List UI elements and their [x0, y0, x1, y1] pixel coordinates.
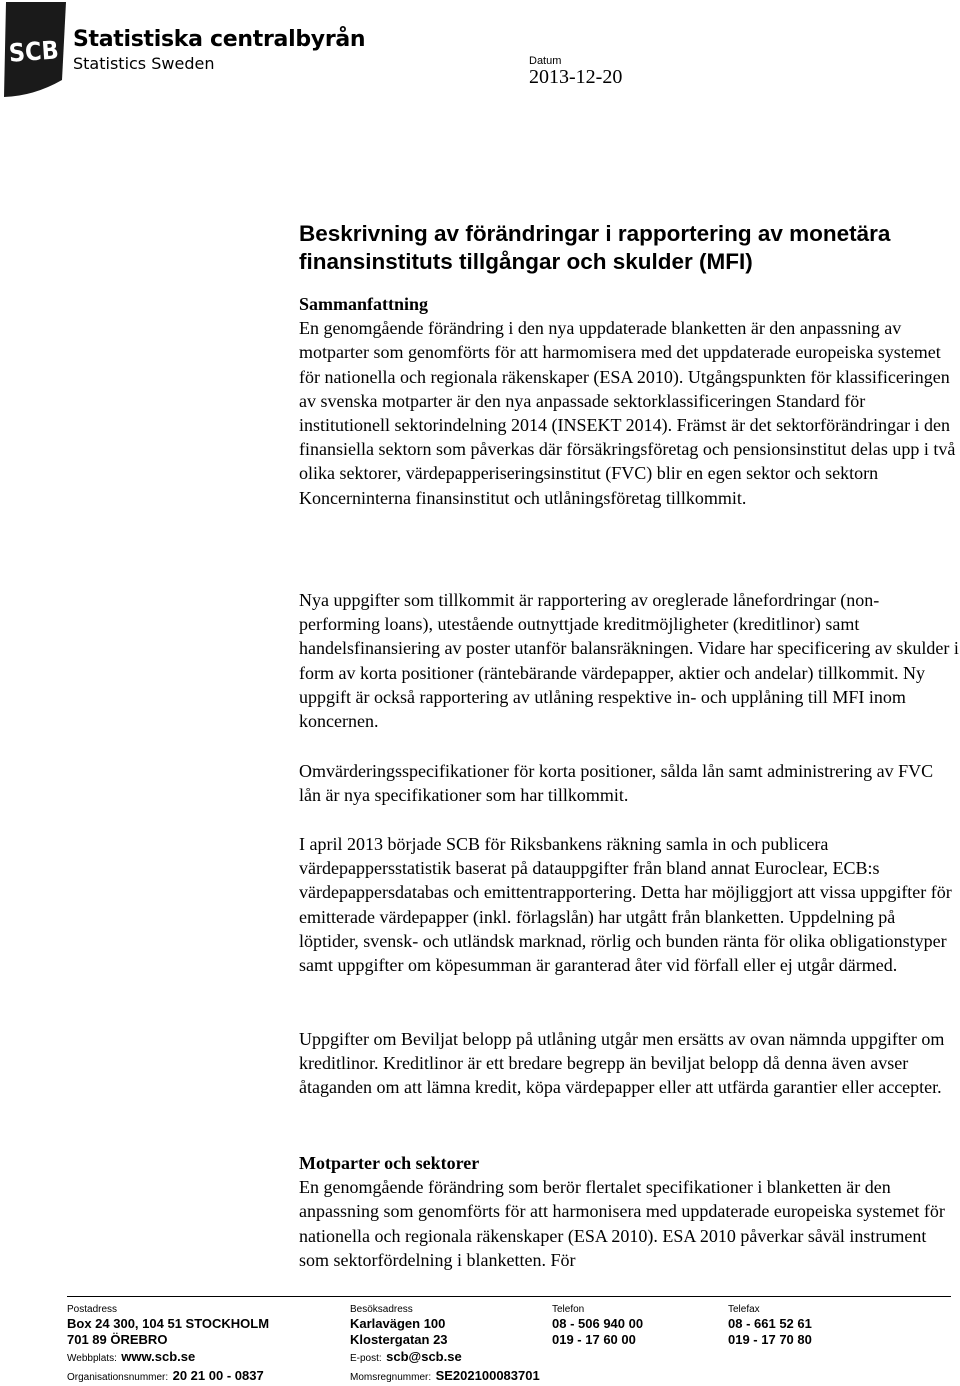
paragraph-text: Omvärderingsspecifikationer för korta positioner, sålda lån samt administrering av FVC lån är nya specifikationer som har tillkommit.	[299, 761, 934, 806]
motparter-section	[299, 1151, 959, 1272]
motparter-paragraph: En genomgående förändring som berör flertalet specifikationer i blanketten är den anpassning som genomförts för att harmonisera med uppdaterade europeiska systemet för nationella och regionala räkenskaper (ESA 2010). ESA 2010 påverkar såväl instrument som sektorfördelning i blanketten. För	[299, 1177, 945, 1270]
date-label: Datum	[529, 55, 562, 67]
org-number-value: 20 21 00 - 0837	[172, 1368, 264, 1383]
paragraph-new-data	[299, 588, 959, 733]
paragraph-securities	[299, 832, 959, 977]
logo-name: Statistiska centralbyrån	[73, 27, 366, 52]
paragraph-text: Uppgifter om Beviljat belopp på utlåning utgår men ersätts av ovan nämnda uppgifter om kreditlinor. Kreditlinor är ett bredare begrepp än beviljat belopp då denna även avser åtaganden om att lämna kredit, köpa värdepapper eller att utfärda garantier eller accepter.	[299, 1029, 945, 1098]
phone-label: Telefon	[552, 1304, 585, 1315]
summary-section	[299, 292, 959, 510]
summary-paragraph: En genomgående förändring i den nya uppdaterade blanketten är den anpassning av motparter som genomförts för att harmomisera med det uppdaterade europeiska systemet för nationella och regionala räkenskaper (ESA 2010). Utgångspunkten för klassificeringen av svenska motparter är den nya anpassade sektorklassificeringen Standard för institutionell sektorindelning 2014 (INSEKT 2014). Främst är det sektorförändringar i den finansiella sektorn som påverkas där försäkringsföretag och pensionsinstitut delas upp i två olika sektorer, värdepapperiseringsinstitut (FVC) blir en egen sektor och sektorn Koncerninterna finansinstitut och utlåningsföretag tillkommit.	[299, 318, 956, 508]
paragraph-text: Nya uppgifter som tillkommit är rapportering av oreglerade lånefordringar (non-performing loans), utestående outnyttjade kreditmöjligheter (kreditlinor) samt handelsfinansiering av poster utanför balansräkningen. Vidare har specificering av skulder i form av korta positioner (räntebärande värdepapper, aktier och andelar) tillkommit. Ny uppgift är också rapportering av utlåning respektive in- och upplåning till MFI inom koncernen.	[299, 590, 959, 732]
org-number-label: Organisationsnummer:	[67, 1372, 169, 1383]
fax-label: Telefax	[728, 1304, 760, 1315]
paragraph-text: I april 2013 började SCB för Riksbankens räkning samla in och publicera värdepappersstatistik baserat på datauppgifter från bland annat Euroclear, ECB:s värdepappersdatabas och emittentrapportering. Detta har möjliggjort att vissa uppgifter för emitterade värdepapper (inkl. förlagslån) har utgått från blanketten. Uppdelning på löptider, svensk- och utländsk marknad, rörlig och bunden ränta för olika obligationstyper samt uppgifter om köpesumman är garanterad åter vid förfall eller ej utgår därmed.	[299, 834, 952, 976]
postal-line-1: Box 24 300, 104 51 STOCKHOLM	[67, 1316, 270, 1331]
paragraph-revaluation	[299, 759, 959, 807]
email-label: E-post:	[350, 1353, 382, 1364]
footer-phone	[552, 1303, 643, 1348]
logo-subtitle: Statistics Sweden	[73, 54, 215, 73]
paragraph-credit-lines	[299, 1027, 959, 1100]
email-link[interactable]: scb@scb.se	[386, 1349, 462, 1364]
footer-visit	[350, 1303, 540, 1386]
postal-line-2: 701 89 ÖREBRO	[67, 1332, 168, 1347]
visit-line-1: Karlavägen 100	[350, 1316, 446, 1331]
scb-logo	[0, 0, 400, 100]
phone-line-1: 08 - 506 940 00	[552, 1316, 644, 1331]
visit-label: Besöksadress	[350, 1304, 413, 1315]
postal-label: Postadress	[67, 1304, 118, 1315]
motparter-heading: Motparter och sektorer	[299, 1153, 480, 1173]
footer	[67, 1296, 951, 1383]
document-title: Beskrivning av förändringar i rapportering av monetära finansinstituts tillgångar och skulder (MFI)	[299, 221, 891, 274]
vat-label: Momsregnummer:	[350, 1372, 432, 1383]
footer-fax	[728, 1303, 812, 1348]
visit-line-2: Klostergatan 23	[350, 1332, 448, 1347]
fax-line-1: 08 - 661 52 61	[728, 1316, 812, 1331]
web-label: Webbplats:	[67, 1353, 117, 1364]
phone-line-2: 019 - 17 60 00	[552, 1332, 636, 1347]
logo-mark-text: SCB	[7, 35, 60, 68]
footer-postal	[67, 1303, 269, 1386]
date-value: 2013-12-20	[529, 66, 623, 88]
web-link[interactable]: www.scb.se	[121, 1349, 196, 1364]
scb-logo-mark-icon	[0, 0, 68, 98]
summary-heading: Sammanfattning	[299, 294, 429, 314]
fax-line-2: 019 - 17 70 80	[728, 1332, 812, 1347]
vat-value: SE202100083701	[435, 1368, 540, 1383]
